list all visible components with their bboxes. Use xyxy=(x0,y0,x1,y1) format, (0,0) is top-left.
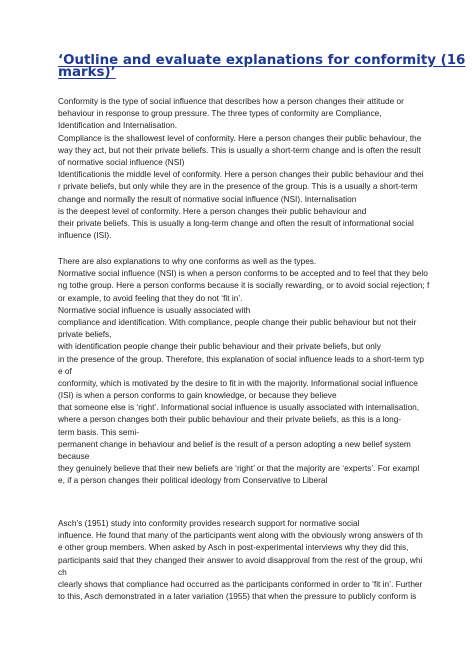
essay-title xyxy=(58,52,466,81)
text-line: because xyxy=(58,451,90,461)
text-line: Identification and Internalisation. xyxy=(58,120,178,131)
text-line: is the deepest level of conformity. Here a person changes their public behaviour and xyxy=(58,205,367,216)
text-line: Asch’s (1951) study into conformity provides research support for normative social xyxy=(58,518,360,528)
text-line: There are also explanations to why one conforms as well as the types. xyxy=(58,256,317,266)
text-line: their private beliefs. This is usually a long-term change and often the result of informational social xyxy=(58,217,414,228)
text-line: or example, to avoid feeling that they do not ‘fit in’. xyxy=(58,292,243,303)
text-line: compliance and identification. With compliance, people change their public behaviour but not their xyxy=(58,316,417,327)
text-line: e of xyxy=(58,365,72,376)
text-line: private beliefs, xyxy=(58,329,112,340)
text-line: conformity, which is motivated by the desire to fit in with the majority. Informational social influence xyxy=(58,377,418,388)
text-line: change and normally the result of normative social influence (NSI). Internalisation xyxy=(58,193,357,204)
paragraph-types-of-conformity xyxy=(58,95,424,241)
text-line: to this, Asch demonstrated in a later variation (1955) that when the pressure to publicly conform is xyxy=(58,591,417,602)
text-line: term basis. This semi- xyxy=(58,426,139,437)
text-line: with identification people change their public behaviour and their private beliefs, but only xyxy=(58,341,381,352)
text-line: where a person changes both their public behaviour and their private beliefs, as this is a long- xyxy=(58,414,402,425)
text-line: that someone else is ‘right’. Informational social influence is usually associated with internalisation, xyxy=(58,402,420,413)
text-line: ng tothe group. Here a person conforms because it is socially rewarding, or to avoid social rejection; f xyxy=(58,280,430,291)
title-line: marks)’ xyxy=(58,65,116,81)
text-line: ch xyxy=(58,566,67,577)
text-line: Identificationis the middle level of conformity. Here a person changes their public behaviour and thei xyxy=(58,169,424,180)
text-line: of normative social influence (NSI) xyxy=(58,156,185,167)
paragraph-asch-study xyxy=(58,517,423,602)
text-line: participants said that they changed their answer to avoid disapproval from the rest of the group, whi xyxy=(58,554,423,565)
text-line: in the presence of the group. Therefore, this explanation of social influence leads to a short-term typ xyxy=(58,353,425,364)
text-line: Conformity is the type of social influence that describes how a person changes their attitude or xyxy=(58,96,404,106)
text-line: Normative social influence is usually associated with xyxy=(58,304,251,315)
text-line: influence (ISI). xyxy=(58,230,112,241)
text-line: e, if a person changes their political ideology from Conservative to Liberal xyxy=(58,475,328,486)
paragraph-explanations xyxy=(58,255,430,487)
text-line: way they act, but not their private beliefs. This is usually a short-term change and is often the result xyxy=(58,144,421,155)
text-line: permanent change in behaviour and belief is the result of a person adopting a new belief system xyxy=(58,438,411,449)
text-line: e other group members. When asked by Asch in post-experimental interviews why they did this, xyxy=(58,542,409,553)
text-line: Compliance is the shallowest level of conformity. Here a person changes their public behaviour, the xyxy=(58,132,422,143)
text-line: (ISI) is when a person conforms to gain knowledge, or because they believe xyxy=(58,390,337,401)
text-line: influence. He found that many of the participants went along with the obviously wrong answers of th xyxy=(58,530,423,541)
title-line: ‘Outline and evaluate explanations for conformity (16 xyxy=(58,53,466,68)
text-line: clearly shows that compliance had occurred as the participants conformed in order to ‘fit in’. Further xyxy=(58,578,423,589)
text-line: Normative social influence (NSI) is when a person conforms to be accepted and to feel that they belo xyxy=(58,268,428,279)
text-line: they genuinely believe that their new beliefs are ‘right’ or that the majority are ‘experts’. For exampl xyxy=(58,463,420,474)
text-line: r private beliefs, but only while they are in the presence of the group. This is a usually a short-term xyxy=(58,181,418,192)
text-line: behaviour in response to group pressure. The three types of conformity are Compliance, xyxy=(58,108,382,119)
